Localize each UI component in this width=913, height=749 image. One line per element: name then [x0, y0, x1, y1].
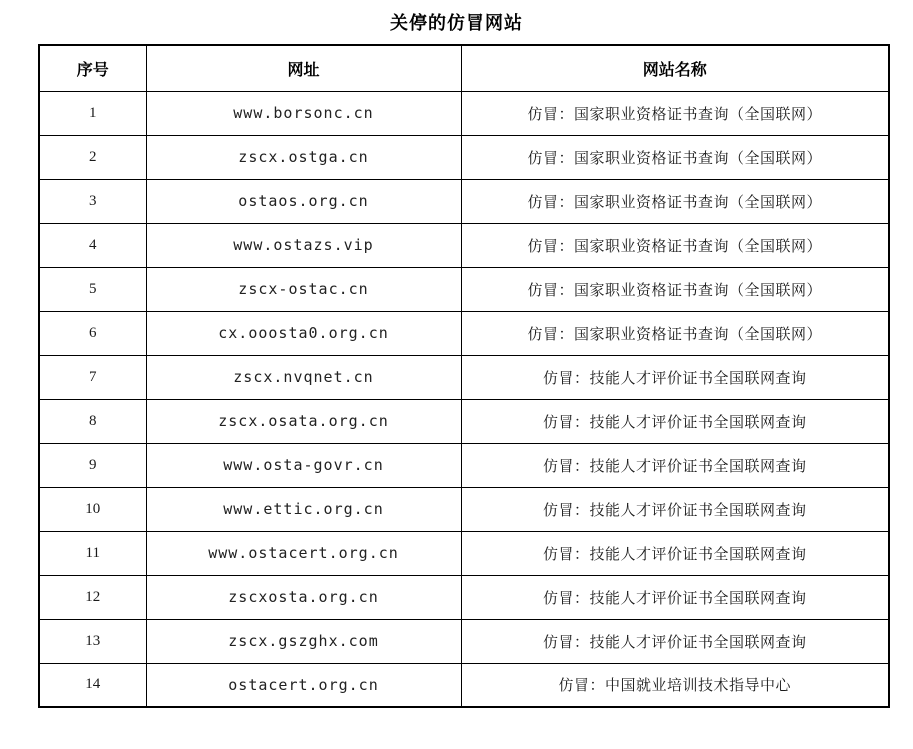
url-cell: zscx.osata.org.cn [146, 399, 461, 443]
row-number-cell: 1 [39, 91, 146, 135]
site-name-cell: 仿冒：国家职业资格证书查询（全国联网） [461, 223, 889, 267]
url-cell: zscx.nvqnet.cn [146, 355, 461, 399]
site-name-cell: 仿冒：国家职业资格证书查询（全国联网） [461, 135, 889, 179]
url-cell: cx.ooosta0.org.cn [146, 311, 461, 355]
table-row [39, 399, 889, 443]
row-number-cell: 10 [39, 487, 146, 531]
table-row [39, 91, 889, 135]
url-cell: zscx-ostac.cn [146, 267, 461, 311]
url-cell: www.ostazs.vip [146, 223, 461, 267]
table-row [39, 267, 889, 311]
site-name-cell: 仿冒：技能人才评价证书全国联网查询 [461, 531, 889, 575]
site-name-cell: 仿冒：国家职业资格证书查询（全国联网） [461, 179, 889, 223]
url-cell: www.borsonc.cn [146, 91, 461, 135]
site-name-cell: 仿冒：技能人才评价证书全国联网查询 [461, 399, 889, 443]
table-row [39, 575, 889, 619]
table-row [39, 135, 889, 179]
row-number-cell: 4 [39, 223, 146, 267]
column-header-site-name: 网站名称 [461, 45, 889, 91]
row-number-cell: 2 [39, 135, 146, 179]
column-header-url: 网址 [146, 45, 461, 91]
row-number-cell: 13 [39, 619, 146, 663]
site-name-cell: 仿冒：中国就业培训技术指导中心 [461, 663, 889, 707]
page-title: 关停的仿冒网站 [390, 13, 523, 33]
row-number-cell: 7 [39, 355, 146, 399]
site-name-cell: 仿冒：技能人才评价证书全国联网查询 [461, 487, 889, 531]
row-number-cell: 9 [39, 443, 146, 487]
url-cell: www.osta-govr.cn [146, 443, 461, 487]
row-number-cell: 3 [39, 179, 146, 223]
table-row [39, 443, 889, 487]
url-cell: ostacert.org.cn [146, 663, 461, 707]
url-cell: zscx.gszghx.com [146, 619, 461, 663]
site-name-cell: 仿冒：国家职业资格证书查询（全国联网） [461, 311, 889, 355]
url-cell: www.ettic.org.cn [146, 487, 461, 531]
row-number-cell: 8 [39, 399, 146, 443]
site-name-cell: 仿冒：技能人才评价证书全国联网查询 [461, 355, 889, 399]
table-row [39, 179, 889, 223]
row-number-cell: 6 [39, 311, 146, 355]
table-row [39, 223, 889, 267]
url-cell: www.ostacert.org.cn [146, 531, 461, 575]
url-cell: ostaos.org.cn [146, 179, 461, 223]
row-number-cell: 14 [39, 663, 146, 707]
table-row [39, 487, 889, 531]
table-row [39, 311, 889, 355]
table-body [39, 91, 889, 707]
row-number-cell: 5 [39, 267, 146, 311]
row-number-cell: 12 [39, 575, 146, 619]
table-header-row [39, 45, 889, 91]
row-number-cell: 11 [39, 531, 146, 575]
site-name-cell: 仿冒：技能人才评价证书全国联网查询 [461, 575, 889, 619]
fake-websites-table [38, 44, 890, 708]
table-row [39, 663, 889, 707]
table-row [39, 619, 889, 663]
url-cell: zscx.ostga.cn [146, 135, 461, 179]
site-name-cell: 仿冒：技能人才评价证书全国联网查询 [461, 619, 889, 663]
table-row [39, 531, 889, 575]
site-name-cell: 仿冒：技能人才评价证书全国联网查询 [461, 443, 889, 487]
site-name-cell: 仿冒：国家职业资格证书查询（全国联网） [461, 91, 889, 135]
column-header-number: 序号 [39, 45, 146, 91]
url-cell: zscxosta.org.cn [146, 575, 461, 619]
site-name-cell: 仿冒：国家职业资格证书查询（全国联网） [461, 267, 889, 311]
table-row [39, 355, 889, 399]
